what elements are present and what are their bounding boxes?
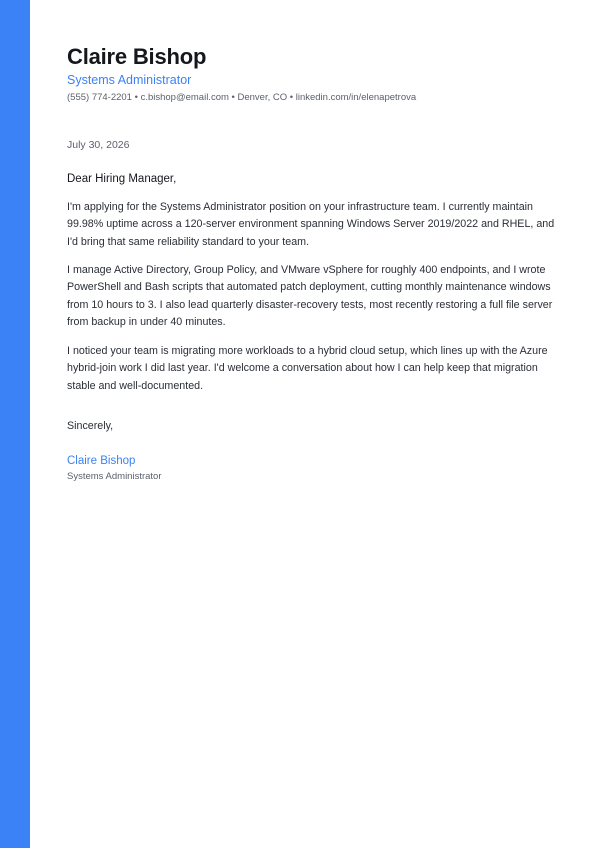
signature-title: Systems Administrator (67, 471, 162, 482)
closing: Sincerely, (67, 420, 114, 432)
applicant-name: Claire Bishop (67, 44, 207, 69)
letter-date: July 30, 2026 (67, 139, 130, 151)
body-paragraph-3: I noticed your team is migrating more workloads to a hybrid cloud setup, which lines up with the Azure hybrid-join work I did last year. I'd welcome a conversation about how I can help keep that migration stable and well-documented. (67, 345, 548, 392)
accent-sidebar (0, 0, 30, 848)
signature-name: Claire Bishop (67, 455, 136, 467)
body-paragraph-2: I manage Active Directory, Group Policy, and VMware vSphere for roughly 400 endpoints, and I wrote PowerShell and Bash scripts that automated patch deployment, cutting monthly maintenance windows from 10 hours to 3. I also lead quarterly disaster-recovery tests, most recently restoring a full file server from backup in under 40 minutes. (67, 264, 553, 328)
contact-line: (555) 774-2201 • c.bishop@email.com • Denver, CO • linkedin.com/in/elenapetrova (67, 92, 417, 103)
applicant-title: Systems Administrator (67, 73, 192, 87)
body-paragraph-1: I'm applying for the Systems Administrator position on your infrastructure team. I currently maintain 99.98% uptime across a 120-server environment spanning Windows Server 2019/2022 and RHEL, and I'd bring that same reliability standard to your team. (67, 201, 555, 248)
greeting: Dear Hiring Manager, (67, 173, 177, 185)
